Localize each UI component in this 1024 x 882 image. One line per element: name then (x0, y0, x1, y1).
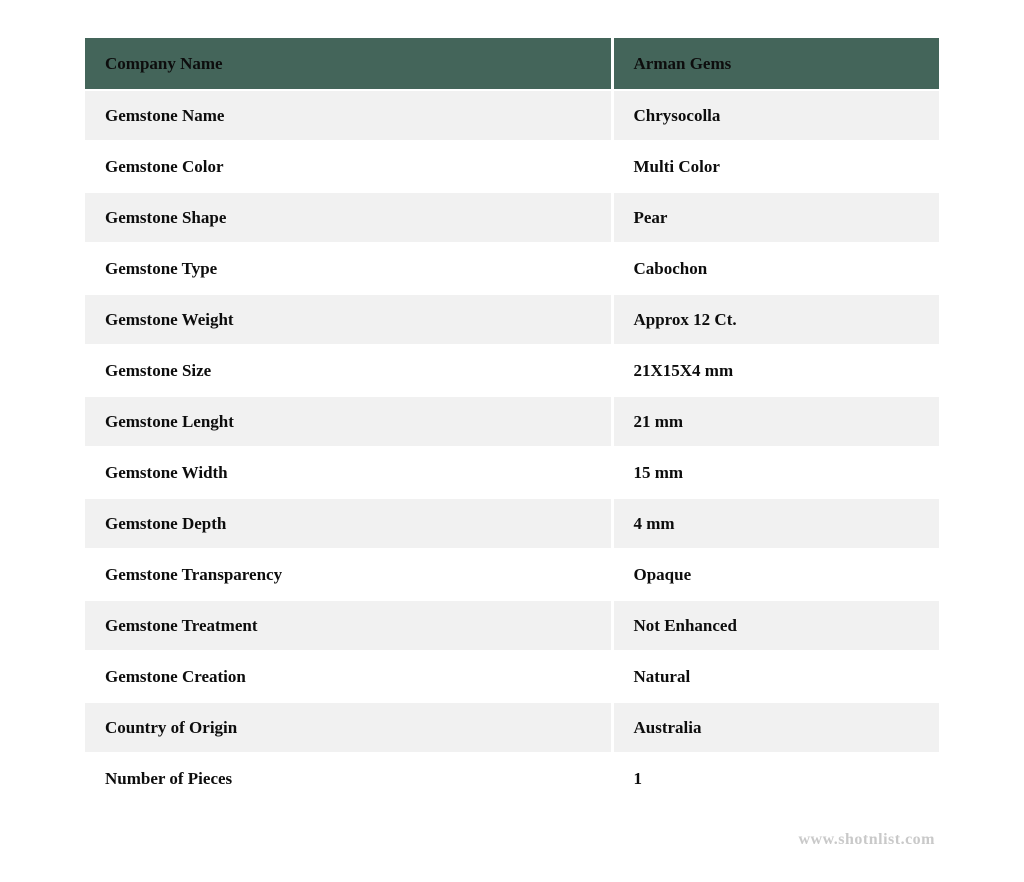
row-label: Gemstone Width (85, 447, 612, 498)
row-value: 1 (612, 753, 939, 804)
row-label: Gemstone Size (85, 345, 612, 396)
row-label: Gemstone Name (85, 90, 612, 141)
table-row (85, 447, 939, 498)
table-row (85, 192, 939, 243)
row-label: Country of Origin (85, 702, 612, 753)
row-value: 4 mm (612, 498, 939, 549)
table-row (85, 753, 939, 804)
watermark: www.shotnlist.com (798, 831, 935, 848)
row-label: Gemstone Transparency (85, 549, 612, 600)
table-row (85, 396, 939, 447)
table-row (85, 141, 939, 192)
row-value: Multi Color (612, 141, 939, 192)
row-label: Gemstone Type (85, 243, 612, 294)
table-header-row (85, 38, 939, 90)
row-value: Opaque (612, 549, 939, 600)
row-label: Gemstone Lenght (85, 396, 612, 447)
table-row (85, 243, 939, 294)
row-value: Approx 12 Ct. (612, 294, 939, 345)
row-value: 21 mm (612, 396, 939, 447)
table-row (85, 498, 939, 549)
row-label: Gemstone Treatment (85, 600, 612, 651)
row-value: Chrysocolla (612, 90, 939, 141)
row-value: Cabochon (612, 243, 939, 294)
header-company-value: Arman Gems (612, 38, 939, 90)
table-row (85, 294, 939, 345)
row-value: 21X15X4 mm (612, 345, 939, 396)
header-company-label: Company Name (85, 38, 612, 90)
row-label: Number of Pieces (85, 753, 612, 804)
row-value: Natural (612, 651, 939, 702)
table-row (85, 702, 939, 753)
row-label: Gemstone Shape (85, 192, 612, 243)
row-label: Gemstone Color (85, 141, 612, 192)
table-row (85, 90, 939, 141)
table-row (85, 600, 939, 651)
gemstone-spec-table (85, 38, 939, 805)
row-value: Pear (612, 192, 939, 243)
row-value: Australia (612, 702, 939, 753)
row-value: Not Enhanced (612, 600, 939, 651)
row-label: Gemstone Depth (85, 498, 612, 549)
table-row (85, 345, 939, 396)
table-row (85, 549, 939, 600)
table-row (85, 651, 939, 702)
row-value: 15 mm (612, 447, 939, 498)
row-label: Gemstone Weight (85, 294, 612, 345)
row-label: Gemstone Creation (85, 651, 612, 702)
